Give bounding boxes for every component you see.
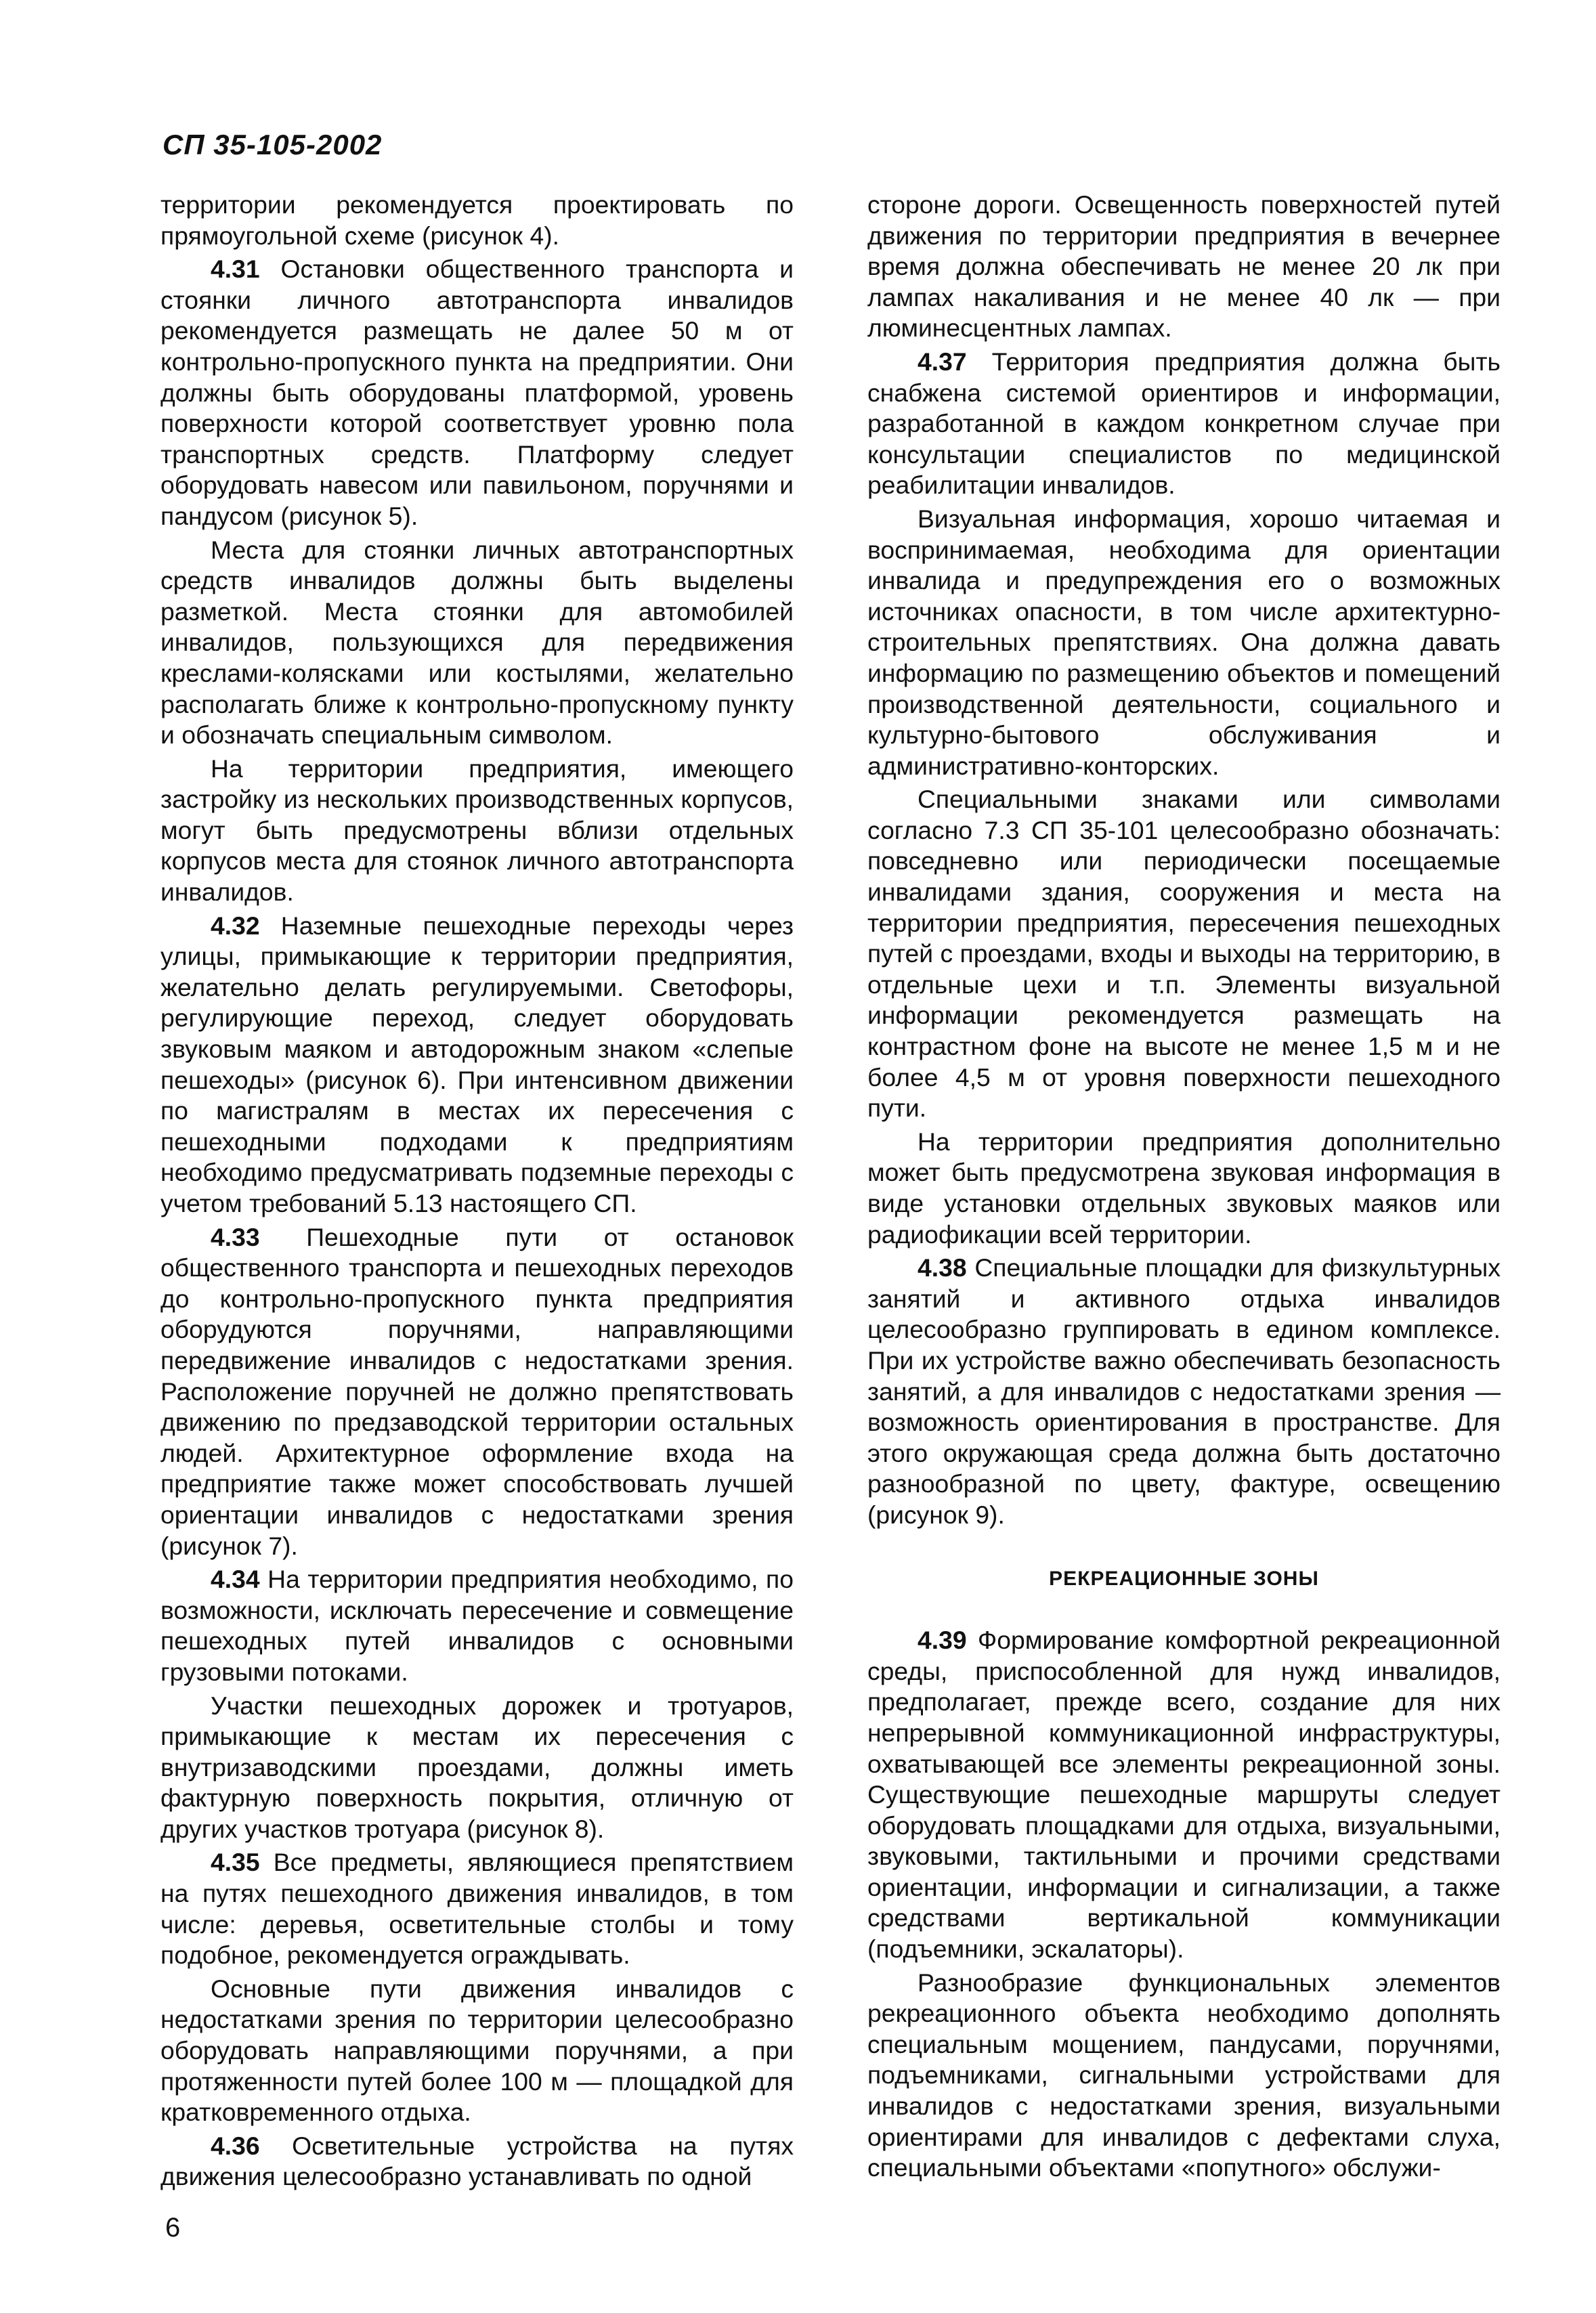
- left-text-column: [160, 190, 794, 2195]
- clause-number: 4.34: [211, 1565, 260, 1594]
- paragraph: На территории предприятия дополнительно может быть предусмотрена звуковая информация в виде установки отдельных звуковых маяков или радиофикации всей территории.: [867, 1127, 1501, 1249]
- paragraph: Участки пешеходных дорожек и тротуаров, примыкающие к местам их пересечения с внутризаводскими проездами, должны иметь фактурную поверхность покрытия, отличную от других участков тротуара (рисунок 8).: [160, 1691, 794, 1843]
- clause-text: Формирование комфортной рекреационной среды, приспособленной для нужд инвалидов, предполагает, прежде всего, создание для них непрерывной коммуникационной инфраструктуры, охватывающей все элементы рекреационной зоны. Существующие пешеходные маршруты следует оборудовать площадками для отдыха, визуальными, звуковыми, тактильными и прочими средствами ориентации, информации и сигнализации, а также средствами вертикальной коммуникации (подъемники, эскалаторы).: [867, 1626, 1501, 1964]
- clause-number: 4.38: [918, 1253, 967, 1282]
- clause-text: Все предметы, являющиеся препятствием на путях пешеходного движения инвалидов, в том числе: деревья, осветительные столбы и тому подобное, рекомендуется ограждывать.: [160, 1848, 794, 1970]
- clause-4-37: [867, 347, 1501, 501]
- clause-text: Осветительные устройства на путях движения целесообразно устанавливать по одной: [160, 2131, 794, 2191]
- clause-4-36: [160, 2131, 794, 2192]
- clause-4-33: [160, 1222, 794, 1562]
- clause-text: Специальные площадки для физкультурных занятий и активного отдыха инвалидов целесообразно группировать в едином комплексе. При их устройстве важно обеспечивать безопасность занятий, а для инвалидов с недостатками зрения — возможность ориентирования в пространстве. Для этого окружающая среда должна быть достаточно разнообразной по цвету, фактуре, освещению (рисунок 9).: [867, 1253, 1501, 1529]
- clause-4-35: [160, 1847, 794, 1970]
- clause-number: 4.32: [211, 911, 260, 940]
- paragraph: стороне дороги. Освещенность поверхностей путей движения по территории предприятия в вечернее время должна обеспечивать не менее 20 лк при лампах накаливания и не менее 40 лк — при люминесцентных лампах.: [867, 190, 1501, 343]
- clause-4-38: [867, 1253, 1501, 1530]
- paragraph: Визуальная информация, хорошо читаемая и воспринимаемая, необходима для ориентации инвалида и предупреждения его о возможных источниках опасности, в том числе архитектурно-строительных препятствиях. Она должна давать информацию по размещению объектов и помещений производственной деятельности, социального и культурно-бытового обслуживания и административно-конторских.: [867, 504, 1501, 780]
- clause-text: Территория предприятия должна быть снабжена системой ориентиров и информации, разработанной в каждом конкретном случае при консультации специалистов по медицинской реабилитации инвалидов.: [867, 347, 1501, 500]
- clause-text: Пешеходные пути от остановок общественного транспорта и пешеходных переходов до контрольно-пропускного пункта предприятия оборудуются поручнями, направляющими передвижение инвалидов с недостатками зрения. Расположение поручней не должно препятствовать движению по предзаводской территории остальных людей. Архитектурное оформление входа на предприятие также может способствовать лучшей ориентации инвалидов с недостатками зрения (рисунок 7).: [160, 1222, 794, 1560]
- paragraph: На территории предприятия, имеющего застройку из нескольких производственных корпусов, могут быть предусмотрены вблизи отдельных корпусов места для стоянок личного автотранспорта инвалидов.: [160, 754, 794, 907]
- clause-text: Наземные пешеходные переходы через улицы, примыкающие к территории предприятия, желательно делать регулируемыми. Светофоры, регулирующие переход, следует оборудовать звуковым маяком и автодорожным знаком «слепые пешеходы» (рисунок 6). При интенсивном движении по магистралям в местах их пересечения с пешеходными подходами к предприятиям необходимо предусматривать подземные переходы с учетом требований 5.13 настоящего СП.: [160, 911, 794, 1217]
- page-number: 6: [165, 2213, 181, 2243]
- paragraph: Разнообразие функциональных элементов рекреационного объекта необходимо дополнять специальным мощением, пандусами, поручнями, подъемниками, сигнальными устройствами для инвалидов с недостатками зрения, визуальными ориентирами для инвалидов с дефектами слуха, специальными объектами «попутного» обслужи-: [867, 1968, 1501, 2182]
- clause-4-34: [160, 1564, 794, 1687]
- clause-text: На территории предприятия необходимо, по возможности, исключать пересечение и совмещение пешеходных путей инвалидов с основными грузовыми потоками.: [160, 1565, 794, 1686]
- clause-4-32: [160, 911, 794, 1219]
- clause-number: 4.33: [211, 1222, 260, 1251]
- clause-number: 4.39: [918, 1626, 967, 1655]
- clause-text: Остановки общественного транспорта и стоянки личного автотранспорта инвалидов рекомендуется размещать не далее 50 м от контрольно-пропускного пункта на предприятии. Они должны быть оборудованы платформой, уровень поверхности которой соответствует уровню пола транспортных средств. Платформу следует оборудовать навесом или павильоном, поручнями и пандусом (рисунок 5).: [160, 255, 794, 530]
- paragraph: Основные пути движения инвалидов с недостатками зрения по территории целесообразно оборудовать направляющими поручнями, а при протяженности путей более 100 м — площадкой для кратковременного отдыха.: [160, 1974, 794, 2127]
- clause-4-39: [867, 1625, 1501, 1965]
- paragraph: территории рекомендуется проектировать по прямоугольной схеме (рисунок 4).: [160, 190, 794, 250]
- clause-number: 4.36: [211, 2131, 260, 2160]
- document-code-header: СП 35-105-2002: [163, 129, 383, 160]
- section-heading: РЕКРЕАЦИОННЫЕ ЗОНЫ: [1049, 1567, 1319, 1590]
- clause-number: 4.37: [918, 347, 967, 376]
- clause-number: 4.35: [211, 1848, 260, 1877]
- clause-4-31: [160, 254, 794, 532]
- paragraph: Места для стоянки личных автотранспортных средств инвалидов должны быть выделены разметкой. Места стоянки для автомобилей инвалидов, пользующихся для передвижения креслами-колясками или костылями, желательно располагать ближе к контрольно-пропускному пункту и обозначать специальным символом.: [160, 535, 794, 750]
- paragraph: Специальными знаками или символами согласно 7.3 СП 35-101 целесообразно обозначать: повседневно или периодически посещаемые инвалидами здания, сооружения и места на территории предприятия, пересечения пешеходных путей с проездами, входы и выходы на территорию, в отдельные цехи и т.п. Элементы визуальной информации рекомендуется размещать на контрастном фоне на высоте не менее 1,5 м и не более 4,5 м от уровня поверхности пешеходного пути.: [867, 785, 1501, 1123]
- clause-number: 4.31: [211, 255, 260, 284]
- right-text-column: [867, 190, 1501, 2186]
